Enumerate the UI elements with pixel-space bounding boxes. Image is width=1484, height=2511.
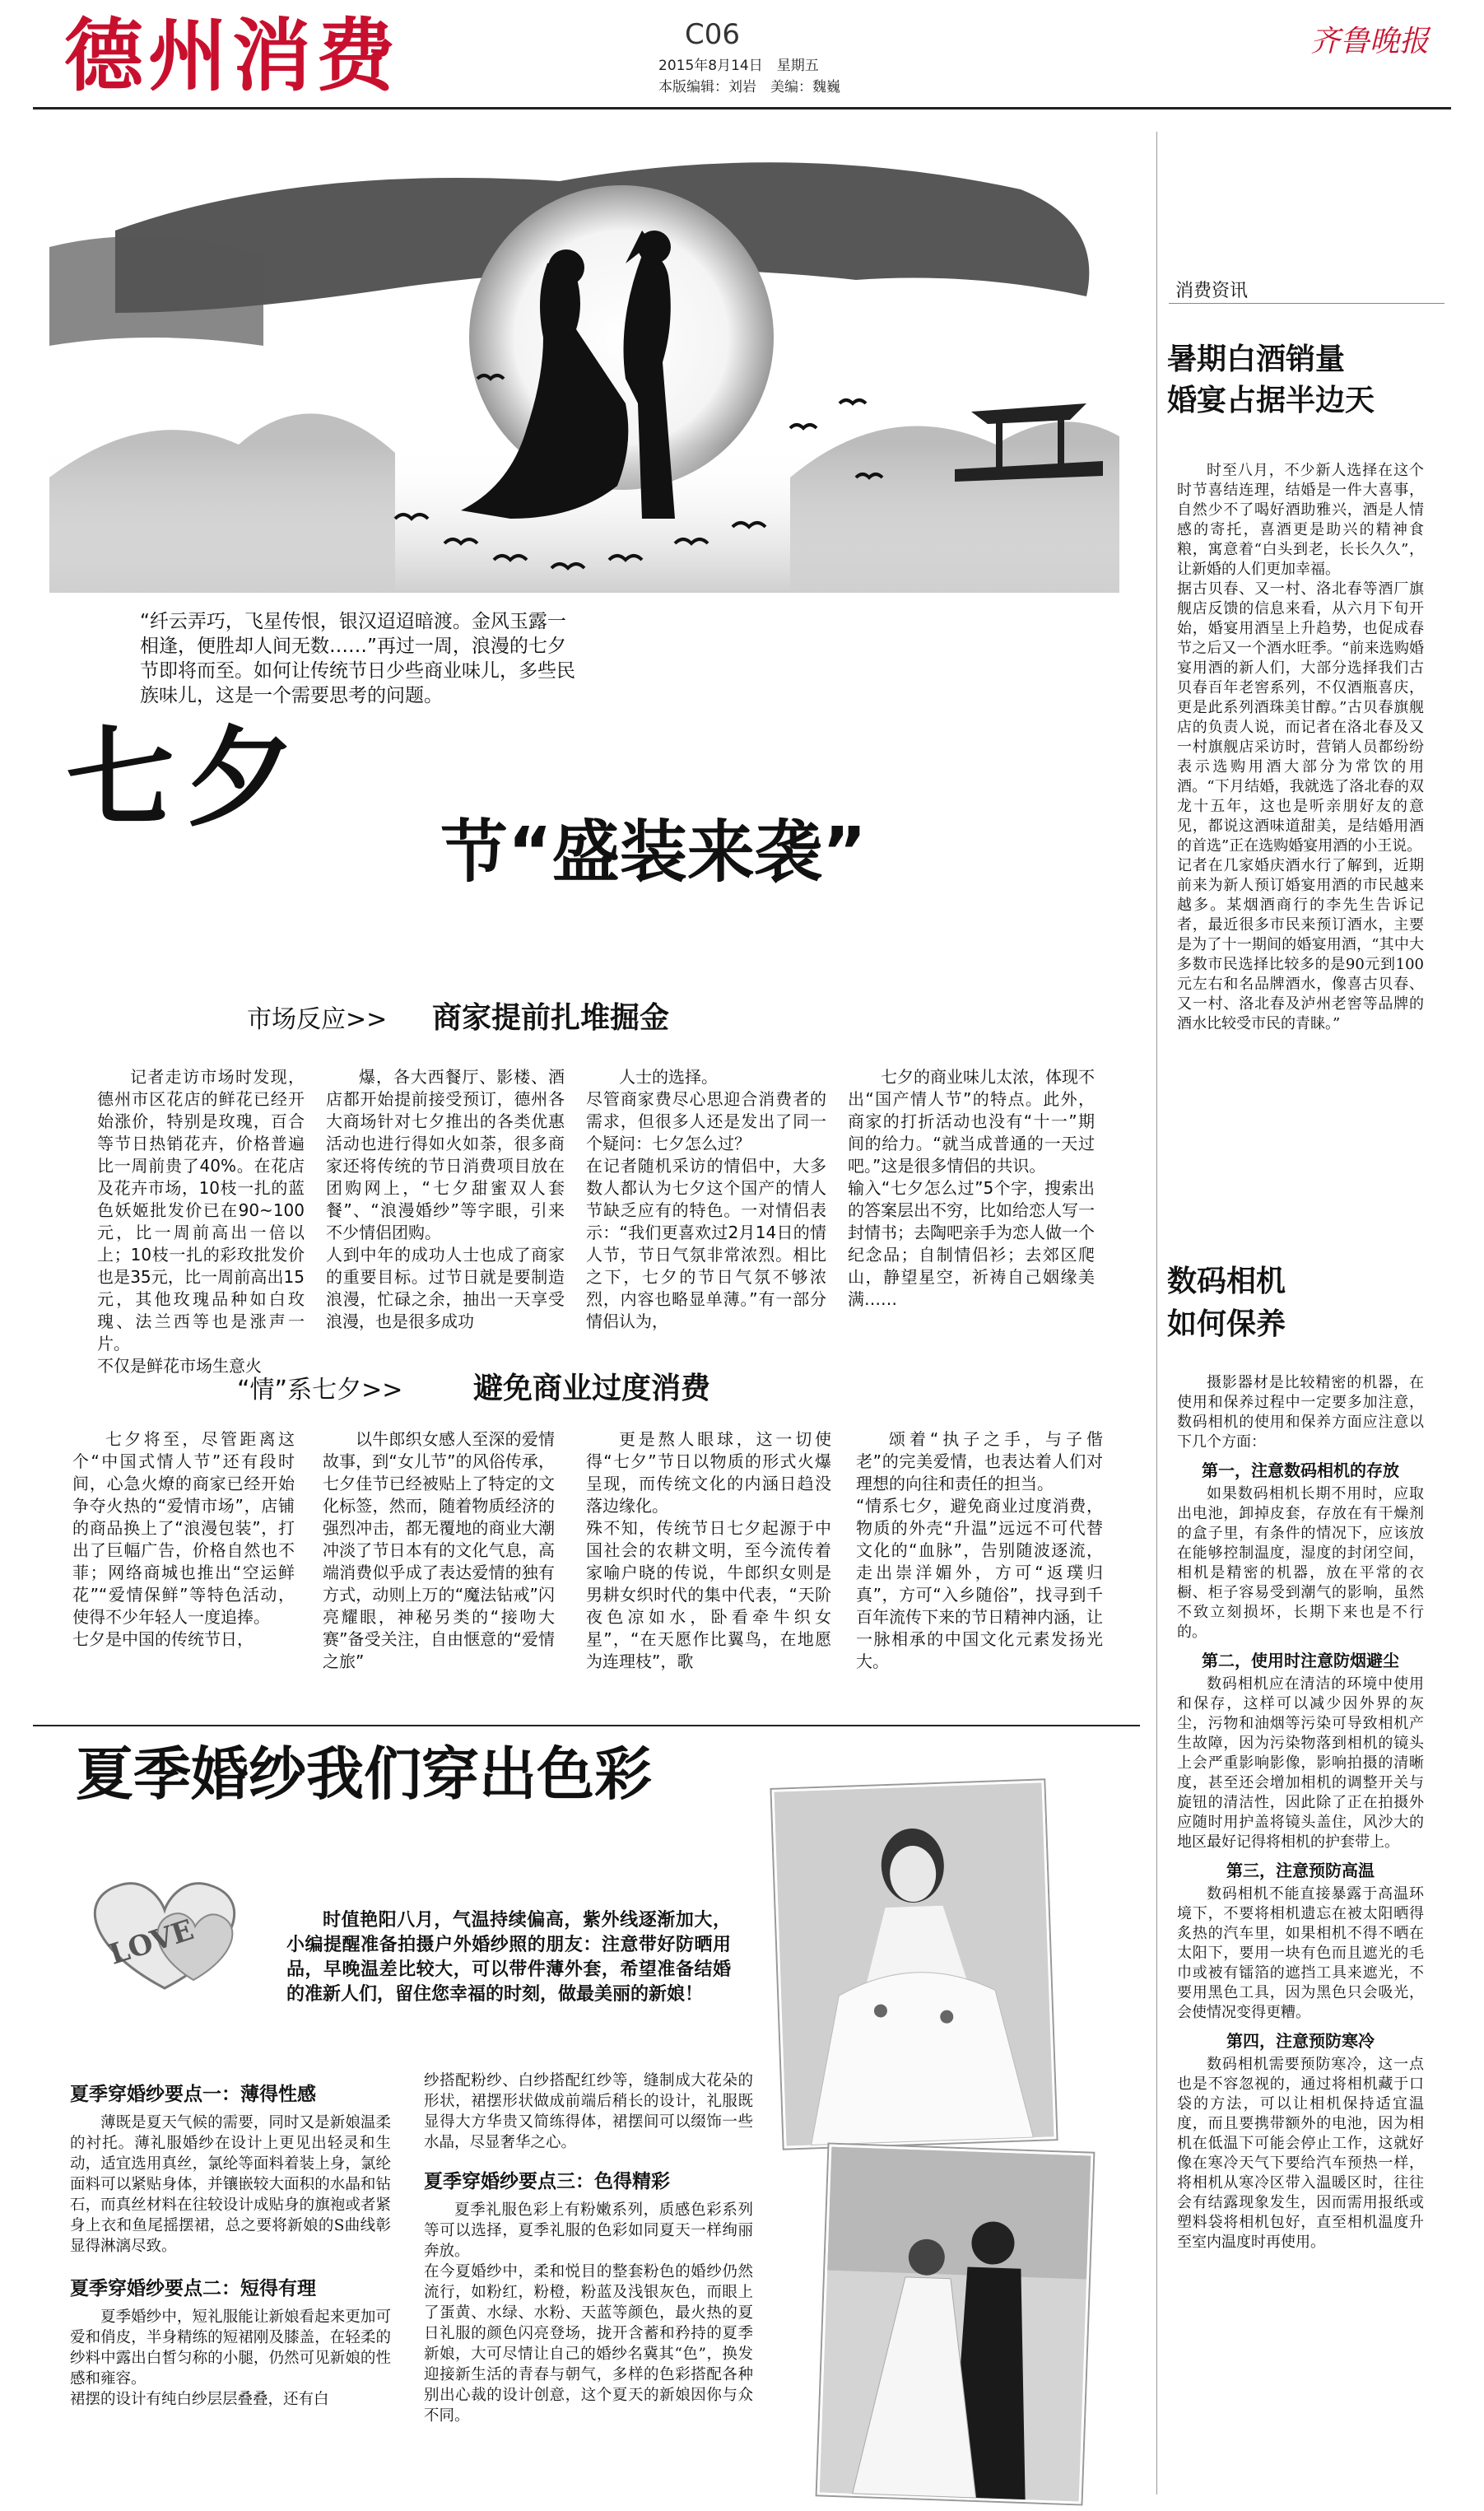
sidebar-article1-body bbox=[1177, 461, 1424, 1276]
love-text: LOVE bbox=[105, 1913, 198, 1972]
hero-title-rest: 节“盛装来袭” bbox=[440, 813, 867, 892]
section1-col-3 bbox=[586, 1066, 826, 1350]
tip-text: 如果数码相机长期不用时，应取出电池，卸掉皮套，存放在有干燥剂的盒子里，有条件的情况下，应该放在能够控制温度，湿度的封闭空间，相机是精密的机器，放在平常的衣橱、柜子容易受到潮气的影响，虽然不致立刻损坏，长期下来也是不行的。 bbox=[1177, 1485, 1424, 1641]
tip-text: 数码相机应在清洁的环境中使用和保存，这样可以减少因外界的灰尘，污物和油烟等污染可导致相机产生故障，因为污染物落到相机的镜头上会严重影响影像，影响拍摄的清晰度，甚至还会增加相机的调整开关与旋钮的清洁性，因此除了正在拍摄外应随时用护盖将镜头盖住，风沙大的地区最好记得将相机的护套带上。 bbox=[1177, 1675, 1424, 1851]
article-paragraph: 人士的选择。 尽管商家费尽心思迎合消费者的需求，但很多人还是发出了同一个疑问：七夕怎么过？ 在记者随机采访的情侣中，大多数人都认为七夕这个国产的情人节缺乏应有的特色。一对情侣表示：“我们更喜欢过2月14日的情人节，节日气氛非常浓烈。相比之下，七夕的节日气氛不够浓烈，内容也略显单薄。”有一部分情侣认为， bbox=[586, 1067, 826, 1331]
section2-label: “情”系七夕>> bbox=[237, 1376, 403, 1405]
tip-title: 第三，注意预防高温 bbox=[1226, 1861, 1375, 1880]
wedding-point2-text: 夏季婚纱中，短礼服能让新娘看起来更加可爱和俏皮，半身精练的短裙刚及膝盖，在轻柔的纱料中露出白皙匀称的小腿，仍然可见新娘的性感和雍容。 裙摆的设计有纯白纱层层叠叠，还有白 bbox=[70, 2308, 391, 2408]
qixi-ink-painting bbox=[49, 132, 1119, 593]
sidebar-article1-text: 时至八月，不少新人选择在这个时节喜结连理，结婚是一件大喜事，自然少不了喝好酒助雅兴，酒是人情感的寄托，喜酒更是助兴的精神食粮，寓意着“白头到老，长长久久”，让新婚的人们更加幸福。 据古贝春、又一村、洛北春等酒厂旗舰店反馈的信息来看，从六月下旬开始，婚宴用酒呈上升趋势，也促成春节之后又一个酒水旺季。“前来选购婚宴用酒的新人们，大部分选择我们古贝春百年老窖系列，不仅酒瓶喜庆，更是此系列酒珠美甘醇。”古贝春旗舰店的负责人说，而记者在洛北春及又一村旗舰店采访时，营销人员都纷纷表示选购用酒大部分为常饮的用酒。“下月结婚，我就选了洛北春的双龙十五年，这也是听亲朋好友的意见，都说这酒味道甜美，是结婚用酒的首选”正在选购婚宴用酒的小王说。 记者在几家婚庆酒水行了解到，近期前来为新人预订婚宴用酒的市民越来越多。某烟酒商行的李先生告诉记者，最近很多市民来预订酒水，主要是为了十一期间的婚宴用酒，“其中大多数市民选择比较多的是90元到100元左右和名品牌酒水，像喜古贝春、又一村、洛北春及泸州老窖等品牌的酒水比较受市民的青睐。” bbox=[1177, 462, 1424, 1032]
article-paragraph: 爆，各大西餐厅、影楼、酒店都开始提前接受预订，德州各大商场针对七夕推出的各类优惠活动也进行得如火如荼，很多商家还将传统的节日消费项目放在团购网上，“七夕甜蜜双人套餐”、“浪漫婚纱”等字眼，引来不少情侣团购。 人到中年的成功人士也成了商家的重要目标。过节日就是要制造浪漫，忙碌之余，抽出一天享受浪漫，也是很多成功 bbox=[326, 1067, 565, 1331]
section2-col-3 bbox=[586, 1428, 831, 1704]
article-paragraph: 七夕将至，尽管距离这个“中国式情人节”还有段时间，心急火燎的商家已经开始争夺火热的“爱情市场”，店铺的商品换上了“浪漫包装”，打出了巨幅广告，价格自然也不菲；网络商城也推出“空运鲜花”“爱情保鲜”等特色活动，使得不少年轻人一度追捧。 七夕是中国的传统节日， bbox=[72, 1429, 295, 1649]
header-rule bbox=[33, 107, 1451, 109]
couple-photo bbox=[817, 2145, 1094, 2504]
wedding-title: 夏季婚纱我们穿出色彩 bbox=[76, 1740, 652, 1808]
wedding-point1-title: 夏季穿婚纱要点一：薄得性感 bbox=[70, 2084, 316, 2105]
bride-photo bbox=[771, 1780, 1056, 2148]
wedding-intro: 时值艳阳八月，气温持续偏高，紫外线逐渐加大，小编提醒准备拍摄户外婚纱照的朋友：注意带好防晒用品，早晚温差比较大，可以带件薄外套，希望准备结婚的准新人们，留住您幸福的时刻，做最美丽的新娘！ bbox=[286, 1910, 731, 2005]
tip-title: 第二，使用时注意防烟避尘 bbox=[1202, 1651, 1399, 1670]
tip-title: 第一，注意数码相机的存放 bbox=[1202, 1460, 1399, 1480]
tip-text: 数码相机需要预防寒冷，这一点也是不容忽视的，通过将相机藏于口袋的方法，可以让相机保持适宜温度，而且要携带额外的电池，因为相机在低温下可能会停止工作，这就好像在寒冷天气下要给汽车预热一样，将相机从寒冷区带入温暖区时，往往会有结露现象发生，因而需用报纸或塑料袋将相机包好，直至相机温度升至室内温度时再使用。 bbox=[1177, 2056, 1424, 2251]
section1-col-4 bbox=[848, 1066, 1095, 1350]
article-paragraph: 以牛郎织女感人至深的爱情故事，到“女儿节”的风俗传承，七夕佳节已经被贴上了特定的文化标签，然而，随着物质经济的强烈冲击，都无覆地的商业大潮冲淡了节日本有的文化气息，高端消费似乎成了表达爱情的独有方式，动则上万的“魔法钻戒”闪亮耀眼，神秘另类的“接吻大赛”备受关注，自由惬意的“爱情之旅” bbox=[323, 1429, 555, 1671]
wedding-col-left bbox=[70, 2071, 391, 2499]
section2-col-2 bbox=[323, 1428, 555, 1704]
date-line: 2015年8月14日 星期五 bbox=[658, 58, 819, 74]
hero-caption: “纤云弄巧，飞星传恨，银汉迢迢暗渡。金风玉露一相逢，便胜却人间无数……”再过一周，浪漫的七夕节即将而至。如何让传统节日少些商业味儿，多些民族味儿，这是一个需要思考的问题。 bbox=[140, 611, 575, 706]
article-paragraph: 记者走访市场时发现，德州市区花店的鲜花已经开始涨价，特别是玫瑰，百合等节日热销花卉，价格普遍比一周前贵了40%。在花店及花卉市场，10枝一扎的蓝色妖姬批发价已在90~100元，比一周前高出一倍以上；10枝一扎的彩玫批发价也是35元，比一周前高出15元，其他玫瑰品种如白玫瑰、法兰西等也是涨声一片。 不仅是鲜花市场生意火 bbox=[97, 1067, 305, 1376]
section2-col-1 bbox=[72, 1428, 295, 1704]
section1-label: 市场反应>> bbox=[247, 1005, 388, 1034]
article-paragraph: 颂着“执子之手，与子偕老”的完美爱情，也表达着人们对理想的向往和责任的担当。 “情系七夕，避免商业过度消费，物质的外壳“升温”远远不可代替文化的“血脉”，告别随波逐流，走出崇洋媚外，方可“返璞归真”，方可“入乡随俗”，找寻到千百年流传下来的节日精神内涵，让一脉相承的中国文化元素发扬光大。 bbox=[856, 1429, 1103, 1671]
sidebar-article1-title-line2: 婚宴占据半边天 bbox=[1167, 384, 1375, 417]
sidebar-article2-title-line2: 如何保养 bbox=[1167, 1307, 1286, 1341]
love-heart-badge bbox=[70, 1865, 259, 1996]
sidebar-divider bbox=[1156, 132, 1157, 2495]
section2-title: 避免商业过度消费 bbox=[473, 1372, 711, 1405]
sidebar-article1-title-line1: 暑期白酒销量 bbox=[1167, 342, 1346, 376]
wedding-point3-text: 夏季礼服色彩上有粉嫩系列，质感色彩系列等可以选择，夏季礼服的色彩如同夏天一样绚丽奔放。 在今夏婚纱中，柔和悦目的整套粉色的婚纱仍然流行，如粉红，粉橙，粉蓝及浅银灰色，而眼上了蛋黄、水绿、水粉、天蓝等颜色，最火热的夏日礼服的颜色闪亮登场，拢开含蓄和矜持的夏季新娘，大可尽情让自己的婚纱名冀其“色”，换发迎接新生活的青春与朝气，多样的色彩搭配各种别出心裁的设计创意，这个夏天的新娘因你与众不同。 bbox=[424, 2201, 753, 2425]
masthead: 德州消费 bbox=[64, 10, 400, 102]
tip-text: 数码相机不能直接暴露于高温环境下，不要将相机遗忘在被太阳晒得炙热的汽车里，如果相机不得不晒在太阳下，要用一块有色而且遮光的毛巾或被有镭箔的遮挡工具来遮光，不要用黑色工具，因为黑色只会吸光，会使情况变得更糟。 bbox=[1177, 1885, 1424, 2021]
wedding-point2-cont: 纱搭配粉纱、白纱搭配红纱等，缝制成大花朵的形状，裙摆形状做成前端后稍长的设计，礼服既显得大方华贵又简练得体，裙摆间可以缀饰一些水晶，尽显奢华之心。 bbox=[424, 2072, 753, 2151]
editors-line: 本版编辑：刘岩 美编：魏巍 bbox=[658, 79, 840, 96]
section1-title: 商家提前扎堆掘金 bbox=[432, 1001, 670, 1035]
wedding-point1-text: 薄既是夏天气候的需要，同时又是新娘温柔的衬托。薄礼服婚纱在设计上更见出轻灵和生动，适宜选用真丝，氯纶等面料着装上身，氯纶面料可以紧贴身体，并镶嵌较大面积的水晶和钻石，而真丝材料在往较设计成贴身的旗袍或者紧身上衣和鱼尾摇摆裙，总之要将新娘的S曲线彰显得淋漓尽致。 bbox=[70, 2114, 391, 2255]
tip-title: 第四，注意预防寒冷 bbox=[1226, 2031, 1375, 2051]
sidebar-article2-title-line1: 数码相机 bbox=[1167, 1265, 1286, 1298]
section-divider bbox=[33, 1725, 1140, 1726]
wedding-point3-title: 夏季穿婚纱要点三：色得精彩 bbox=[424, 2171, 670, 2192]
section2-col-4 bbox=[856, 1428, 1103, 1704]
sidebar-label: 消费资讯 bbox=[1175, 281, 1249, 301]
hero-title-calligraphy: 七夕 bbox=[66, 715, 306, 842]
sidebar-label-rule bbox=[1169, 303, 1444, 304]
sidebar-article2-body bbox=[1177, 1373, 1424, 2493]
section1-col-1 bbox=[97, 1066, 305, 1376]
hero-illustration bbox=[49, 132, 1119, 593]
page-number: C06 bbox=[685, 18, 741, 51]
wedding-point2-title: 夏季穿婚纱要点二：短得有理 bbox=[70, 2278, 316, 2299]
article-paragraph: 七夕的商业味儿太浓，体现不出“国产情人节”的特点。此外，商家的打折活动也没有“十一”期间的给力。“就当成普通的一天过吧。”这是很多情侣的共识。 输入“七夕怎么过”5个字，搜索出的答案层出不穷，比如给恋人写一封情书；去陶吧亲手为恋人做一个纪念品；自制情侣衫；去郊区爬山，静望星空，祈祷自己姻缘美满…… bbox=[848, 1067, 1095, 1309]
article-paragraph: 更是熬人眼球，这一切使得“七夕”节日以物质的形式火爆呈现，而传统文化的内涵日趋没落边缘化。 殊不知，传统节日七夕起源于中国社会的农耕文明，至今流传着家喻户晓的传说，牛郎织女则是男耕女织时代的集中代表，“天阶夜色凉如水，卧看牵牛织女星”，“在天愿作比翼鸟，在地愿为连理枝”，歌 bbox=[586, 1429, 831, 1671]
wedding-col-right bbox=[424, 2071, 753, 2499]
section1-col-2 bbox=[326, 1066, 565, 1350]
sidebar-article2-intro: 摄影器材是比较精密的机器，在使用和保养过程中一定要多加注意，数码相机的使用和保养方面应注意以下几个方面： bbox=[1177, 1374, 1424, 1451]
brand-logo: 齐鲁晚报 bbox=[1310, 25, 1430, 58]
